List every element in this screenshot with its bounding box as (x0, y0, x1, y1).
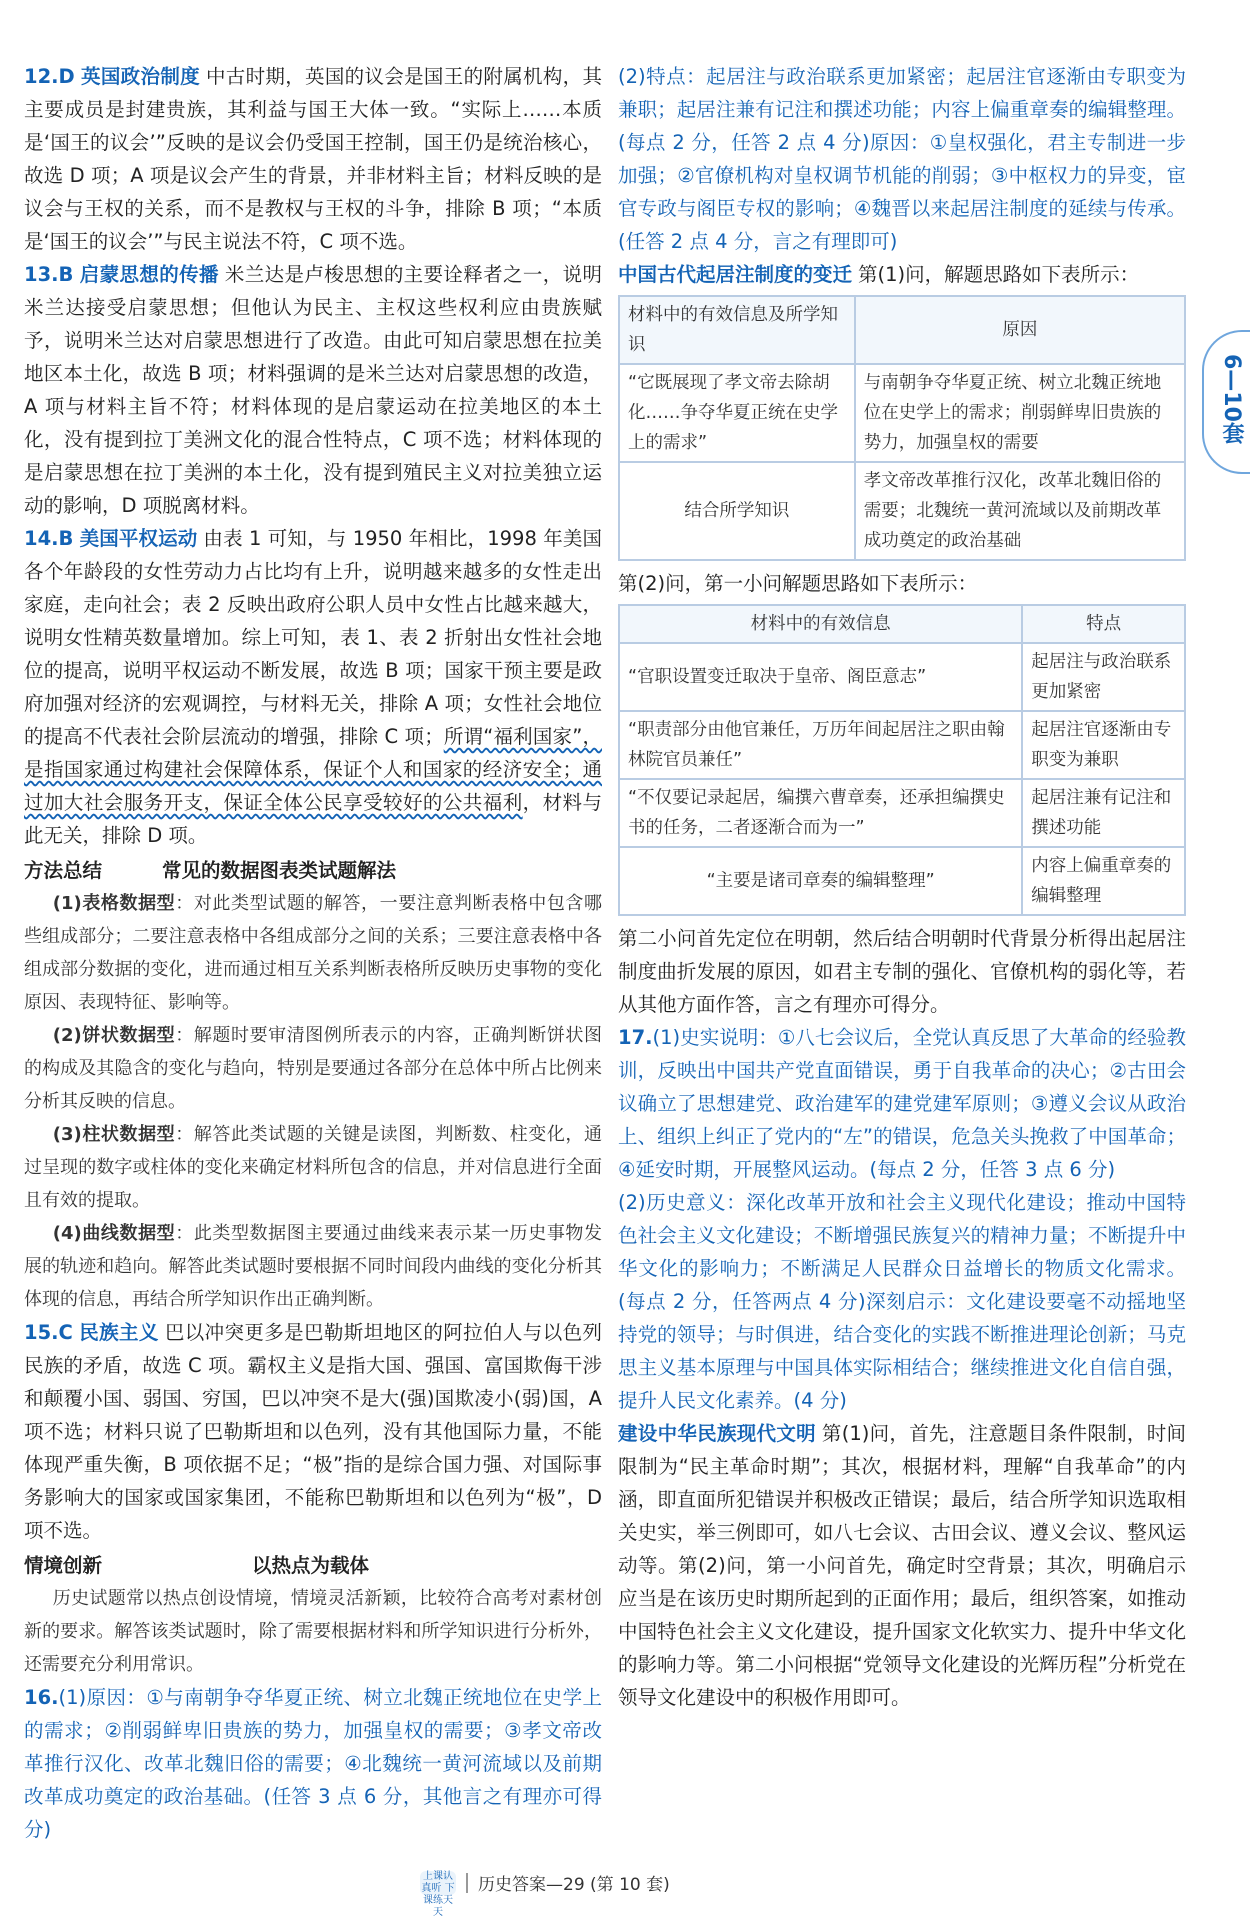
q16-analysis-intro-2: 第(2)问，第一小问解题思路如下表所示： (618, 572, 978, 595)
question-number: 17. (618, 1026, 653, 1049)
method-item (24, 1118, 602, 1217)
section-subtitle: 以热点为载体 (252, 1554, 370, 1577)
brand-logo: 上课认真听 下课练天天 (421, 1870, 455, 1918)
topic-tag: 中国古代起居注制度的变迁 (618, 263, 853, 286)
answer-text: ，材料与此无关，排除 D 项。 (24, 791, 602, 847)
question-number: 15.C (24, 1321, 73, 1344)
topic-tag: 英国政治制度 (80, 65, 200, 88)
table-cell: “职责部分由他官兼任，万历年间起居注之职由翰林院官员兼任” (619, 711, 1022, 779)
method-label: (2)饼状数据型 (52, 1025, 176, 1046)
q17-answer-part1 (618, 1021, 1186, 1186)
answer-text: (1)史实说明：①八七会议后，全党认真反思了大革命的经验教训，反映出中国共产党直面错误，勇于自我革命的决心；②古田会议确立了思想建党、政治建军的建党建军原则；③遵义会议从政治上、组织上纠正了党内的“左”的错误，危急关头挽救了中国革命；④延安时期，开展整风运动。(每点 2 分，任答 3 点 6 分) (618, 1026, 1186, 1181)
table-header: 原因 (855, 296, 1185, 364)
table-row (619, 643, 1185, 711)
q16-analysis-intro (618, 258, 1186, 291)
set-range-tab (1202, 330, 1250, 474)
q17-answer-part2: (2)历史意义：深化改革开放和社会主义现代化建设；推动中国特色社会主义文化建设；不断增强民族复兴的精神力量；不断提升中华文化的影响力；不断满足人民群众日益增长的物质文化需求。(每点 2 分，任答两点 4 分)深刻启示：文化建设要毫不动摇地坚持党的领导；与时俱进，结合变化的实践不断推进理论创新；马克思主义基本原理与中国具体实际相结合；继续推进文化自信自强，提升人民文化素养。(4 分) (618, 1191, 1186, 1412)
table-header-row (619, 605, 1185, 643)
method-label: (1)表格数据型 (52, 893, 176, 914)
answer-text: 中古时期，英国的议会是国王的附属机构，其主要成员是封建贵族，其利益与国王大体一致。“实际上……本质是‘国王的议会’”反映的是议会仍受国王控制，国王仍是统治核心，故选 D 项；A 项是议会产生的背景，并非材料主旨；材料反映的是议会与王权的关系，而不是教权与王权的斗争，排除 B 项；“本质是‘国王的议会’”与民主说法不符，C 项不选。 (24, 65, 602, 253)
question-number: 12.D (24, 65, 75, 88)
table-cell: “主要是诸司章奏的编辑整理” (619, 847, 1022, 915)
situation-text: 历史试题常以热点创设情境，情境灵活新颖，比较符合高考对素材创新的要求。解答该类试题时，除了需要根据材料和所学知识进行分析外，还需要充分利用常识。 (24, 1588, 602, 1675)
section-title: 情境创新 (24, 1554, 103, 1577)
section-subtitle: 常见的数据图表类试题解法 (162, 859, 397, 882)
table-cell: 结合所学知识 (619, 462, 855, 560)
analysis-text: 第(1)问，解题思路如下表所示： (858, 263, 1140, 286)
table-cell: 内容上偏重章奏的编辑整理 (1022, 847, 1185, 915)
page-number: 历史答案—29 (第 10 套) (478, 1875, 670, 1895)
method-item (24, 1019, 602, 1118)
q16-table-2 (618, 604, 1186, 916)
method-text: ：解题时要审清图例所表示的内容，正确判断饼状图的构成及其隐含的变化与趋向，特别是要通过各部分在总体中所占比例来分析其反映的信息。 (24, 1025, 602, 1112)
analysis-text: 第(1)问，首先，注意题目条件限制，时间限制为“民主革命时期”；其次，根据材料，理解“自我革命”的内涵，即直面所犯错误并积极改正错误；最后，结合所学知识选取相关史实，举三例即可，如八七会议、古田会议、遵义会议、整风运动等。第(2)问，第一小问首先，确定时空背景；其次，明确启示应当是在该历史时期所起到的正面作用；最后，组织答案，如推动中国特色社会主义文化建设，提升国家文化软实力、提升中华文化的影响力等。第二小问根据“党领导文化建设的光辉历程”分析党在领导文化建设中的积极作用即可。 (618, 1422, 1186, 1709)
topic-tag: 美国平权运动 (79, 527, 198, 550)
table-header: 材料中的有效信息 (619, 605, 1022, 643)
footer-divider (466, 1873, 468, 1893)
table-header-row (619, 296, 1185, 364)
method-list (24, 887, 602, 1316)
q17-analysis (618, 1417, 1186, 1714)
table-row (619, 462, 1185, 560)
table-row (619, 364, 1185, 462)
method-label: (3)柱状数据型 (52, 1124, 176, 1145)
table-cell: “官职设置变迁取决于皇帝、阁臣意志” (619, 643, 1022, 711)
answer-text: 由表 1 可知，与 1950 年相比，1998 年美国各个年龄段的女性劳动力占比均有上升，说明越来越多的女性走出家庭，走向社会；表 2 反映出政府公职人员中女性占比越来越大，说明女性精英数量增加。综上可知，表 1、表 2 折射出女性社会地位的提高，说明平权运动不断发展，故选 B 项；国家干预主要是政府加强对经济的宏观调控，与材料无关，排除 A 项；女性社会地位的提高不代表社会阶层流动的增强，排除 C 项； (24, 527, 602, 748)
section-title: 方法总结 (24, 859, 103, 882)
q12-answer (24, 60, 602, 258)
table-cell: 与南朝争夺华夏正统、树立北魏正统地位在史学上的需求；削弱鲜卑旧贵族的势力，加强皇权的需要 (855, 364, 1185, 462)
highlighted-text: 所谓“福利国家”，是指国家通过构建社会保障体系，保证个人和国家的经济安全；通过加大社会服务开支，保证全体公民享受较好的公共福利 (24, 725, 602, 814)
table-row (619, 779, 1185, 847)
method-label: (4)曲线数据型 (52, 1223, 176, 1244)
method-text: ：对此类型试题的解答，一要注意判断表格中包含哪些组成部分；二要注意表格中各组成部分之间的关系；三要注意表格中各组成部分数据的变化，进而通过相互关系判断表格所反映历史事物的变化原因、表现特征、影响等。 (24, 893, 602, 1013)
right-column (618, 60, 1186, 1714)
answer-text: (1)原因：①与南朝争夺华夏正统、树立北魏正统地位在史学上的需求；②削弱鲜卑旧贵族的势力，加强皇权的需要；③孝文帝改革推行汉化、改革北魏旧俗的需要；④北魏统一黄河流域以及前期改革成功奠定的政治基础。(任答 3 点 6 分，其他言之有理亦可得分) (24, 1686, 602, 1841)
q14-answer (24, 522, 602, 852)
q16-analysis-outro: 第二小问首先定位在明朝，然后结合明朝时代背景分析得出起居注制度曲折发展的原因，如君主专制的强化、官僚机构的弱化等，若从其他方面作答，言之有理亦可得分。 (618, 927, 1186, 1016)
table-row (619, 711, 1185, 779)
table-cell: 起居注官逐渐由专职变为兼职 (1022, 711, 1185, 779)
situation-heading (24, 1549, 602, 1582)
method-summary-heading (24, 854, 602, 887)
table-cell: “不仅要记录起居，编撰六曹章奏，还承担编撰史书的任务，二者逐渐合而为一” (619, 779, 1022, 847)
left-column (24, 60, 602, 1846)
page-footer (420, 1870, 670, 1918)
question-number: 14.B (24, 527, 74, 550)
table-header: 特点 (1022, 605, 1185, 643)
method-text: ：解答此类试题的关键是读图，判断数、柱变化，通过呈现的数字或柱体的变化来确定材料所包含的信息，并对信息进行全面且有效的提取。 (24, 1124, 602, 1211)
table-cell: “它既展现了孝文帝去除胡化……争夺华夏正统在史学上的需求” (619, 364, 855, 462)
table-header: 材料中的有效信息及所学知识 (619, 296, 855, 364)
table-cell: 起居注与政治联系更加紧密 (1022, 643, 1185, 711)
method-text: ：此类型数据图主要通过曲线来表示某一历史事物发展的轨迹和趋向。解答此类试题时要根据不同时间段内曲线的变化分析其体现的信息，再结合所学知识作出正确判断。 (24, 1223, 602, 1310)
q13-answer (24, 258, 602, 522)
question-number: 13.B (24, 263, 74, 286)
q16-answer-part2: (2)特点：起居注与政治联系更加紧密；起居注官逐渐由专职变为兼职；起居注兼有记注和撰述功能；内容上偏重章奏的编辑整理。(每点 2 分，任答 2 点 4 分)原因：①皇权强化，君主专制进一步加强；②官僚机构对皇权调节机能的削弱；③中枢权力的异变，宦官专政与阁臣专权的影响；④魏晋以来起居注制度的延续与传承。(任答 2 点 4 分，言之有理即可) (618, 65, 1186, 253)
question-number: 16. (24, 1686, 59, 1709)
method-item (24, 1217, 602, 1316)
topic-tag: 民族主义 (78, 1321, 159, 1344)
topic-tag: 建设中华民族现代文明 (618, 1422, 816, 1445)
answer-text: 米兰达是卢梭思想的主要诠释者之一，说明米兰达接受启蒙思想；但他认为民主、主权这些权利应由贵族赋予，说明米兰达对启蒙思想进行了改造。由此可知启蒙思想在拉美地区本土化，故选 B 项；材料强调的是米兰达对启蒙思想的改造，A 项与材料主旨不符；材料体现的是启蒙运动在拉美地区的本土化，没有提到拉丁美洲文化的混合性特点，C 项不选；材料体现的是启蒙思想在拉丁美洲的本土化，没有提到殖民主义对拉美独立运动的影响，D 项脱离材料。 (24, 263, 602, 517)
set-range-label: 6—10套 (1219, 354, 1244, 444)
q15-answer (24, 1316, 602, 1547)
q16-answer-part1 (24, 1681, 602, 1846)
answer-text: 巴以冲突更多是巴勒斯坦地区的阿拉伯人与以色列民族的矛盾，故选 C 项。霸权主义是指大国、强国、富国欺侮干涉和颠覆小国、弱国、穷国，巴以冲突不是大(强)国欺凌小(弱)国，A 项不选；材料只说了巴勒斯坦和以色列，没有其他国际力量，不能体现严重失衡，B 项依据不足；“极”指的是综合国力强、对国际事务影响大的国家或国家集团，不能称巴勒斯坦和以色列为“极”，D 项不选。 (24, 1321, 602, 1542)
table-row (619, 847, 1185, 915)
method-item (24, 887, 602, 1019)
table-cell: 起居注兼有记注和撰述功能 (1022, 779, 1185, 847)
topic-tag: 启蒙思想的传播 (79, 263, 219, 286)
q16-table-1 (618, 295, 1186, 561)
table-cell: 孝文帝改革推行汉化，改革北魏旧俗的需要；北魏统一黄河流域以及前期改革成功奠定的政治基础 (855, 462, 1185, 560)
